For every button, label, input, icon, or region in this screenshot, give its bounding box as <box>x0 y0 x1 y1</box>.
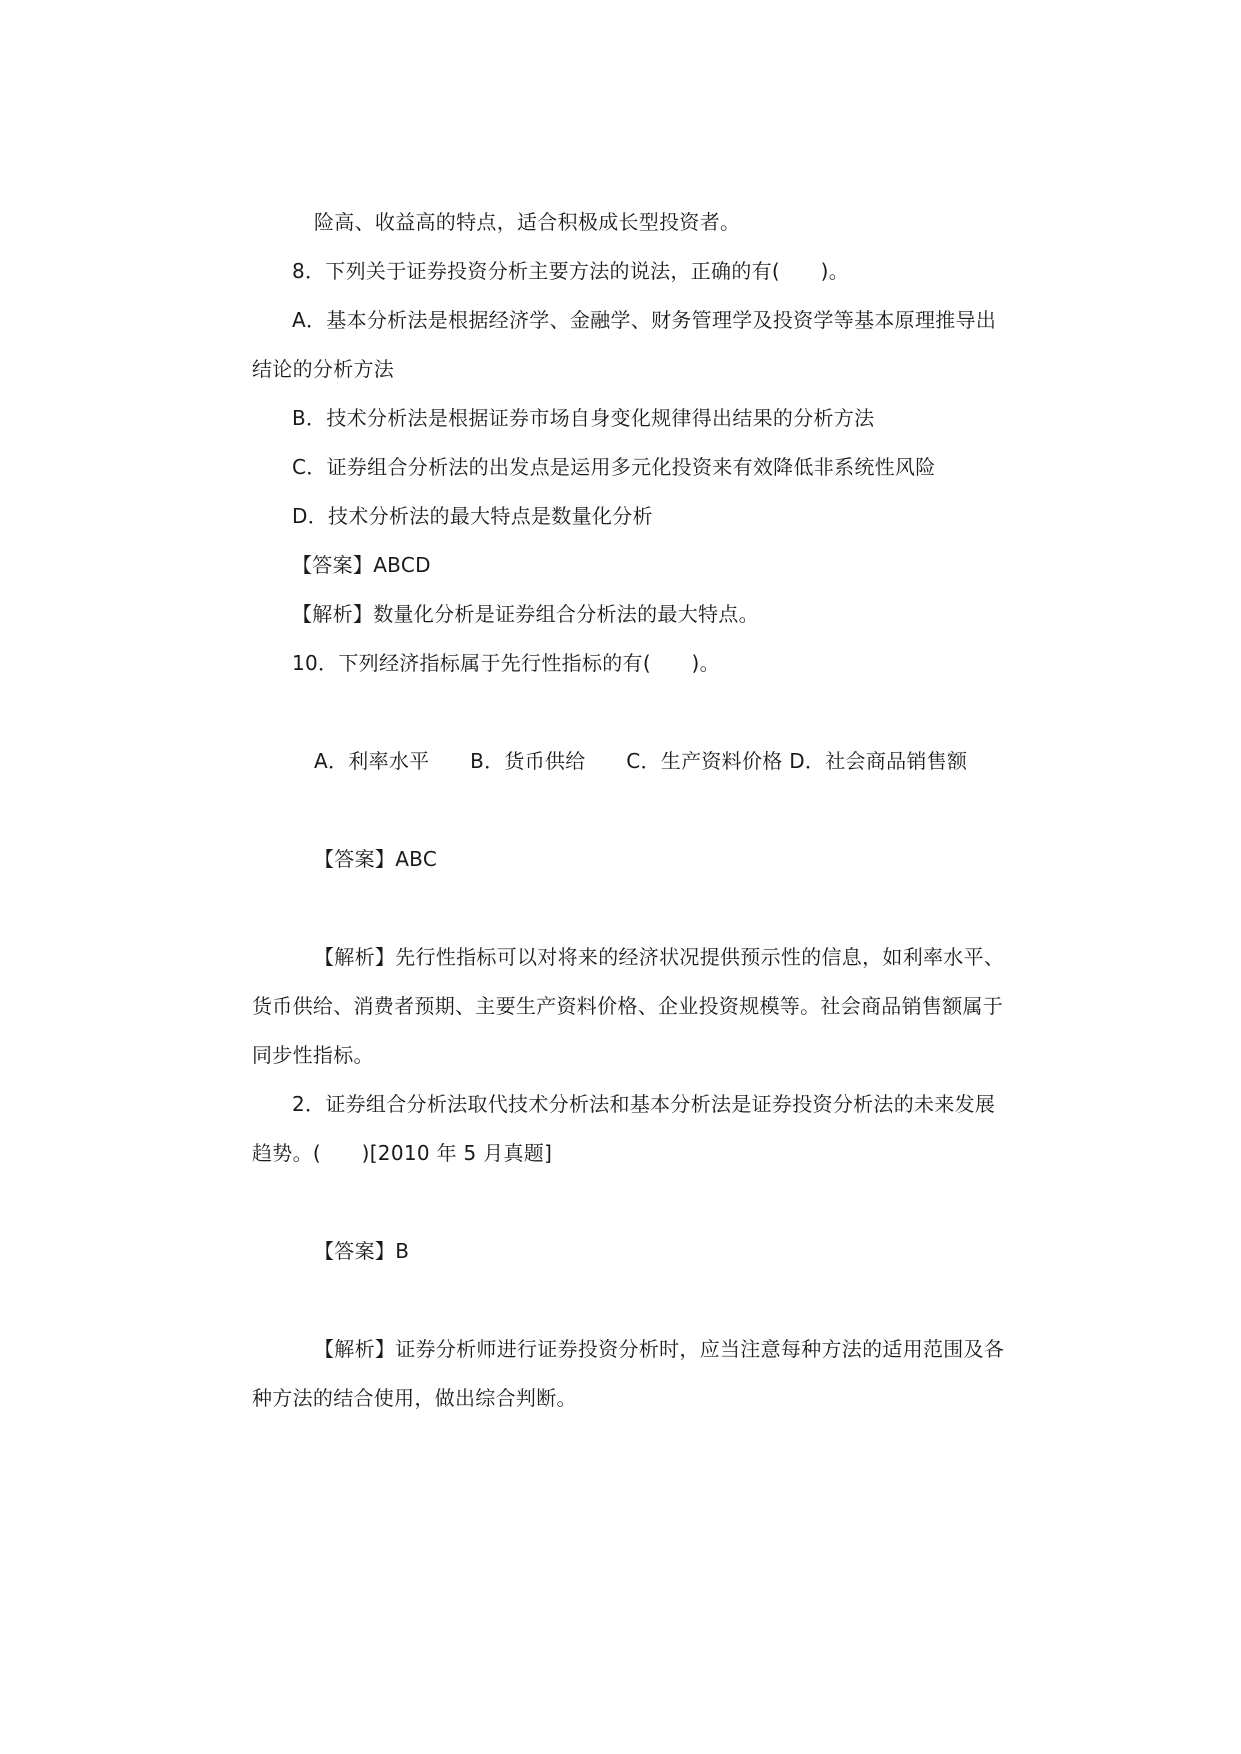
question-8-option-a-cont: 结论的分析方法 <box>252 357 395 381</box>
question-10-stem: 10．下列经济指标属于先行性指标的有( )。 <box>292 651 720 675</box>
question-8-answer: 【答案】ABCD <box>292 553 431 577</box>
question-2-stem: 2．证券组合分析法取代技术分析法和基本分析法是证券投资分析法的未来发展 <box>292 1092 996 1116</box>
question-10-answer: 【答案】ABC <box>314 847 438 871</box>
question-8-stem: 8．下列关于证券投资分析主要方法的说法，正确的有( )。 <box>292 259 850 283</box>
question-2-analysis: 【解析】证券分析师进行证券投资分析时，应当注意每种方法的适用范围及各 <box>314 1337 1005 1361</box>
question-2-answer: 【答案】B <box>314 1239 410 1263</box>
question-8-option-d: D．技术分析法的最大特点是数量化分析 <box>292 504 653 528</box>
question-10-analysis: 【解析】先行性指标可以对将来的经济状况提供预示性的信息，如利率水平、 <box>314 945 1005 969</box>
question-8-option-c: C．证券组合分析法的出发点是运用多元化投资来有效降低非系统性风险 <box>292 455 936 479</box>
question-2-stem-cont: 趋势。( )[2010 年 5 月真题] <box>252 1141 553 1165</box>
question-8-analysis: 【解析】数量化分析是证券组合分析法的最大特点。 <box>292 602 759 626</box>
text-line-1: 险高、收益高的特点，适合积极成长型投资者。 <box>314 210 741 234</box>
question-10-options: A．利率水平 B．货币供给 C．生产资料价格 D．社会商品销售额 <box>314 749 968 773</box>
question-8-option-b: B．技术分析法是根据证券市场自身变化规律得出结果的分析方法 <box>292 406 875 430</box>
question-8-option-a: A．基本分析法是根据经济学、金融学、财务管理学及投资学等基本原理推导出 <box>292 308 997 332</box>
question-10-analysis-cont-1: 货币供给、消费者预期、主要生产资料价格、企业投资规模等。社会商品销售额属于 <box>252 994 1004 1018</box>
question-2-analysis-cont: 种方法的结合使用，做出综合判断。 <box>252 1386 577 1410</box>
question-10-analysis-cont-2: 同步性指标。 <box>252 1043 374 1067</box>
